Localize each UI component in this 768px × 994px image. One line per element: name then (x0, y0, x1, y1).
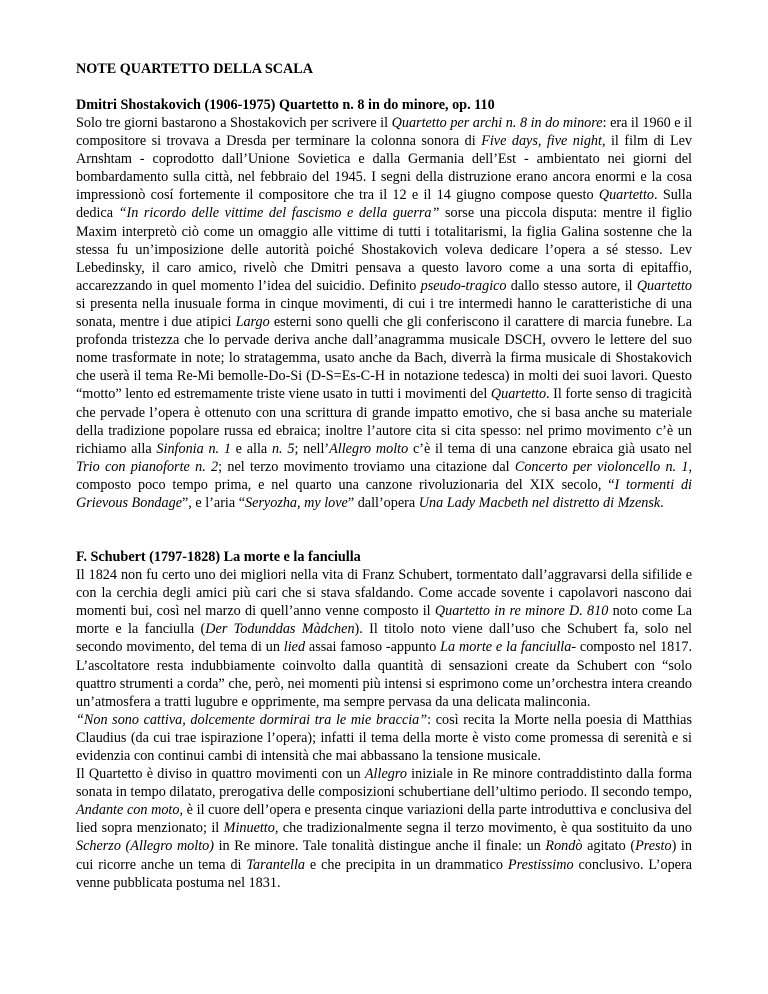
text-run: ). Il titolo noto viene dall’uso che Schubert fa, solo nel secondo movimento, del tema di un (76, 621, 692, 656)
text-run: , il film di Lev Arnshtam - coprodotto dall’Unione Sovietica e dalla Germania dell’Est - ambientato nei giorni del bombardamento sulla città, nel febbraio del 1945. I segni della distruzione erano ancora enormi e la cosa impressionò cosí fortemente il compositore che tra il 12 e il 14 giugno compose questo (76, 133, 693, 204)
italic-text-run: “Non sono cattiva, dolcemente dormirai tra le mie braccia” (76, 711, 428, 728)
italic-text-run: Scherzo (Allegro molto) (76, 838, 214, 855)
italic-text-run: Minuetto, (223, 820, 279, 837)
section-heading: Dmitri Shostakovich (1906-1975) Quartetto n. 8 in do minore, op. 110 (76, 97, 495, 113)
paragraph (76, 566, 692, 711)
section-schubert (76, 548, 692, 892)
document-page (76, 60, 692, 892)
text-run: esterni sono quelli che gli conferiscono il carattere di marcia funebre. La profonda tristezza che lo pervade deriva anche dall’anagramma musicale DSCH, ovvero le lettere del suo nome trasformate in note; lo stratagemma, usato anche da Bach, diverrà la firma musicale di Shostakovich che userà il tema Re-Mi bemolle-Do-Si (D-S=Es-C-H in notazione tedesca) in molti dei suoi lavori. Questo “motto” lento ed estremamente triste viene usato in tutti i movimenti del (76, 314, 692, 403)
section-shostakovich (76, 96, 692, 512)
text-run: iniziale in Re minore contraddistinto dalla forma sonata in tempo dilatato, prerogativa delle composizioni schubertiane dell’ultimo periodo. Il secondo tempo, (76, 766, 692, 801)
italic-text-run: lied (283, 639, 306, 656)
text-run: agitato ( (582, 838, 636, 855)
italic-text-run: Quartetto (598, 187, 654, 204)
text-run: ) in cui ricorre anche un tema di (76, 838, 692, 873)
text-run: dallo stesso autore, il (506, 277, 637, 294)
section-gap (76, 512, 692, 548)
italic-text-run: Sinfonia n. 1 (156, 440, 231, 457)
paragraph (76, 765, 692, 892)
italic-text-run: La morte e la fanciulla- (440, 639, 577, 656)
document-title: NOTE QUARTETTO DELLA SCALA (76, 61, 313, 77)
italic-text-run: pseudo-tragico (420, 277, 507, 294)
text-run: : era il 1960 e il compositore si trovava a Dresda per terminare la colonna sonora di (76, 115, 693, 150)
text-run: assai famoso -appunto (305, 639, 441, 656)
italic-text-run: Prestissimo (507, 856, 574, 873)
text-run: , composto poco tempo prima, e nel quarto una canzone rivoluzionaria del XIX secolo, “ (76, 458, 693, 493)
italic-text-run: Quartetto (636, 277, 692, 294)
italic-text-run: Quartetto in re minore D. 810 (434, 603, 609, 620)
text-run: , è il cuore dell’opera e presenta cinque variazioni della parte introduttiva e conclusiva del lied sopra menzionato; il (76, 802, 692, 837)
italic-text-run: Presto (635, 838, 672, 855)
text-run: ”, e l’aria “ (182, 494, 246, 511)
text-run: ; nell’ (294, 440, 330, 457)
text-run: Il 1824 non fu certo uno dei migliori nella vita di Franz Schubert, tormentato dall’aggravarsi della sifilide e con la cerchia degli amici più cari che si stava sfaldando. Come accade sovente i capolavori nascono dai momenti bui, così nel marzo di quell’anno venne composto il (76, 567, 692, 620)
text-run: si presenta nella inusuale forma in cinque movimenti, di cui i tre intermedi hanno le caratteristiche di una sonata, mentre i due atipici (76, 295, 692, 331)
text-run: composto nel 1817. L’ascoltatore resta indubbiamente coinvolto dalla quantità di sensazioni create da Schubert con “solo quattro strumenti a corda” che, però, nei momenti più intensi si esprimono come un’orchestra intera creando un’atmosfera a tratti lugubre e opprimente, ma sempre pervasa da una delicata malinconia. (76, 639, 692, 710)
text-run: ” dall’opera (347, 494, 419, 511)
italic-text-run: Una Lady Macbeth nel distretto di Mzensk (418, 494, 661, 511)
italic-text-run: Concerto per violoncello n. 1 (514, 458, 689, 475)
italic-text-run: “In ricordo delle vittime del fascismo e della guerra” (118, 205, 440, 222)
italic-text-run: Trio con pianoforte n. 2 (76, 458, 219, 475)
italic-text-run: Andante con moto (76, 802, 180, 819)
text-run: Solo tre giorni bastarono a Shostakovich per scrivere il (76, 115, 392, 131)
text-run: e che precipita in un drammatico (305, 856, 508, 873)
italic-text-run: Seryozha, my love (245, 494, 348, 511)
paragraph (76, 114, 692, 512)
italic-text-run: Der Todunddas Màdchen (205, 621, 355, 638)
paragraph (76, 711, 692, 765)
text-run: . Sulla dedica (76, 187, 692, 222)
text-run: noto come La morte e la fanciulla ( (76, 603, 692, 638)
italic-text-run: Rondò (545, 838, 583, 855)
text-run: ; nel terzo movimento troviamo una citazione dal (218, 458, 515, 475)
italic-text-run: Tarantella (246, 856, 306, 873)
text-run: : così recita la Morte nella poesia di Matthias Claudius (da cui trae ispirazione l’opera); infatti il tema della morte è visto come promessa di serenità e si evidenzia con continui cambi di intensità che mai abbassano la tensione musicale. (76, 711, 692, 764)
italic-text-run: Largo (235, 314, 270, 331)
section-heading: F. Schubert (1797-1828) La morte e la fanciulla (76, 549, 361, 566)
text-run: in Re minore. Tale tonalità distingue anche il finale: un (213, 838, 546, 855)
italic-text-run: Five days, five night (481, 133, 602, 150)
italic-text-run: n. 5 (271, 440, 295, 457)
text-run: Il Quartetto è diviso in quattro movimenti con un (76, 766, 365, 783)
italic-text-run: Quartetto per archi n. 8 in do minore (391, 115, 603, 131)
text-run: e alla (230, 440, 272, 457)
text-run: sorse una piccola disputa: mentre il figlio Maxim interpretò ciò come un omaggio alle vittime di tutti i totalitarismi, la figlia Galina sostenne che la stessa fu un’imposizione delle autorità poiché Shostakovich voleva dedicare l’opera a sé stesso. Lev Lebedinsky, il caro amico, rivelò che Dmitri pensava a questo lavoro come a una sorta di epitaffio, accarezzando in quel momento l’idea del suicidio. Definito (76, 205, 692, 294)
italic-text-run: Quartetto (490, 386, 547, 403)
text-run: c’è il tema di una canzone ebraica già usato nel (408, 440, 692, 457)
italic-text-run: Allegro molto (329, 440, 409, 457)
text-run: che tradizionalmente segna il terzo movimento, è qua sostituito da uno (278, 820, 693, 837)
text-run: . (660, 494, 664, 511)
text-run: . Il forte senso di tragicità che pervade l’opera è ottenuto con una scrittura di grande impatto emotivo, che si basa anche su materiale della tradizione popolare russa ed ebraica; inoltre l’autore cita si cita spesso: nel primo movimento c’è un richiamo alla (76, 386, 692, 457)
text-run: conclusivo. L’opera venne pubblicata postuma nel 1831. (76, 856, 692, 891)
italic-text-run: I tormenti di Grievous Bondage (76, 476, 692, 511)
italic-text-run: Allegro (364, 766, 407, 783)
